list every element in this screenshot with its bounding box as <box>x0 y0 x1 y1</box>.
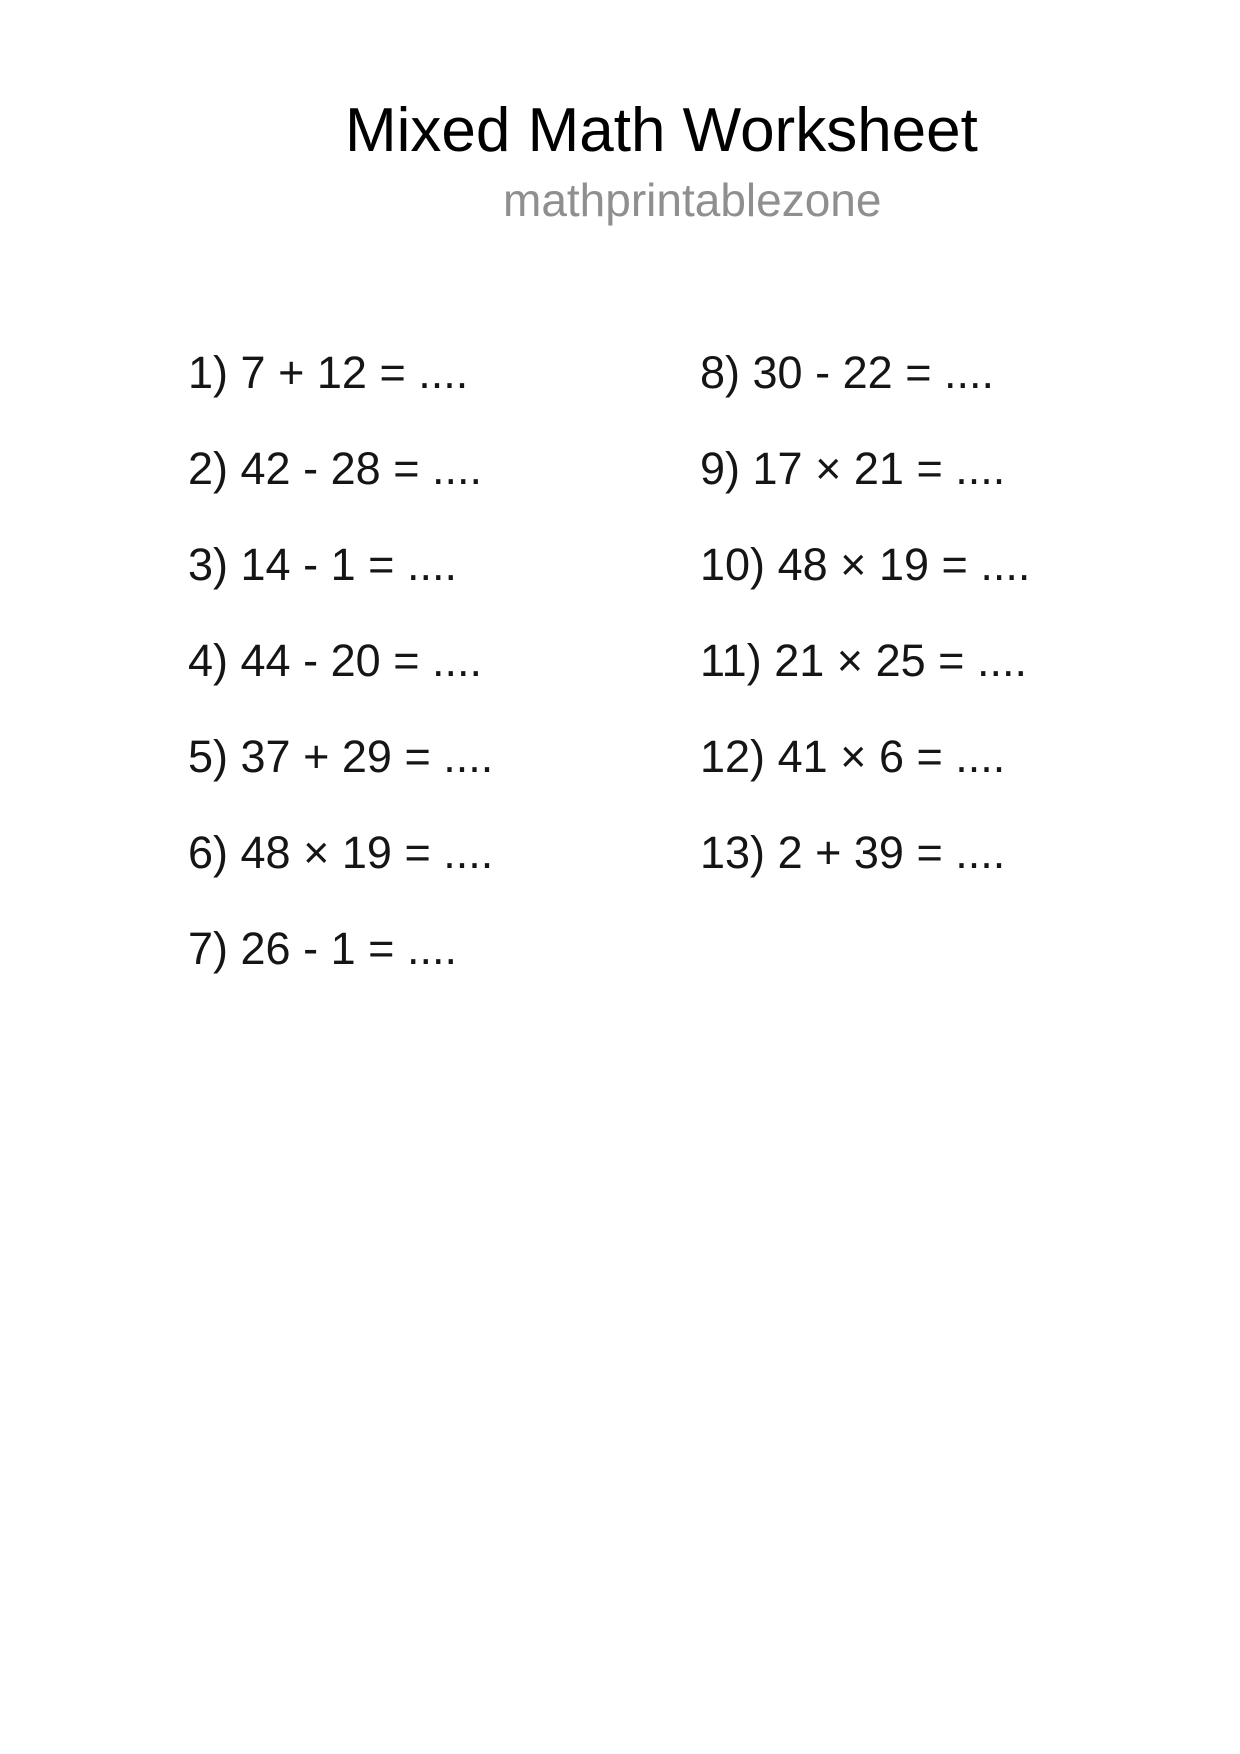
problem-number: 8) <box>700 347 741 398</box>
operand-b: 25 <box>875 635 926 686</box>
equals-sign: = <box>916 443 943 494</box>
operand-a: 7 <box>240 347 266 398</box>
operand-b: 19 <box>341 827 392 878</box>
problem-row <box>188 731 494 782</box>
problem-row <box>700 731 1030 782</box>
answer-blank: .... <box>432 443 483 494</box>
page-title: Mixed Math Worksheet <box>345 96 978 165</box>
problem-number: 6) <box>188 827 229 878</box>
operand-a: 21 <box>774 635 825 686</box>
operator: + <box>815 827 842 878</box>
problem-row <box>188 347 493 398</box>
equals-sign: = <box>404 827 431 878</box>
problems-column-right <box>700 347 1031 926</box>
operand-a: 14 <box>240 539 291 590</box>
operand-b: 39 <box>853 827 904 878</box>
operator: + <box>303 731 330 782</box>
operator: × <box>840 539 867 590</box>
operand-a: 44 <box>240 635 291 686</box>
answer-blank: .... <box>432 635 483 686</box>
problem-number: 2) <box>188 443 229 494</box>
equals-sign: = <box>941 539 968 590</box>
operand-b: 28 <box>330 443 381 494</box>
problem-number: 11) <box>700 635 762 686</box>
operator: × <box>815 443 842 494</box>
operand-a: 17 <box>752 443 803 494</box>
answer-blank: .... <box>976 635 1027 686</box>
equals-sign: = <box>368 539 395 590</box>
operand-b: 1 <box>330 923 356 974</box>
problem-row <box>700 539 1031 590</box>
answer-blank: .... <box>443 827 494 878</box>
operator: × <box>303 827 330 878</box>
problem-number: 5) <box>188 731 229 782</box>
operand-b: 19 <box>878 539 929 590</box>
problem-row <box>188 443 493 494</box>
equals-sign: = <box>916 827 943 878</box>
equals-sign: = <box>393 635 420 686</box>
problem-number: 7) <box>188 923 229 974</box>
answer-blank: .... <box>955 443 1006 494</box>
operand-b: 20 <box>330 635 381 686</box>
answer-blank: .... <box>955 731 1006 782</box>
problems-column-left <box>188 347 494 1022</box>
answer-blank: .... <box>955 827 1006 878</box>
page-subtitle: mathprintablezone <box>503 174 882 226</box>
operator: + <box>278 347 305 398</box>
answer-blank: .... <box>944 347 995 398</box>
answer-blank: .... <box>406 923 457 974</box>
operator: × <box>836 635 864 686</box>
problem-row <box>188 539 493 590</box>
operand-b: 22 <box>842 347 893 398</box>
operator: - <box>303 443 319 494</box>
problem-number: 1) <box>188 347 229 398</box>
problem-number: 3) <box>188 539 229 590</box>
problem-row <box>700 827 1030 878</box>
operand-b: 12 <box>316 347 367 398</box>
problem-number: 13) <box>700 827 766 878</box>
answer-blank: .... <box>418 347 469 398</box>
equals-sign: = <box>404 731 431 782</box>
operator: × <box>840 731 867 782</box>
problem-number: 12) <box>700 731 766 782</box>
equals-sign: = <box>905 347 932 398</box>
operand-a: 37 <box>240 731 291 782</box>
operand-b: 1 <box>330 539 356 590</box>
operand-b: 29 <box>341 731 392 782</box>
problem-row <box>188 923 493 974</box>
operand-a: 48 <box>777 539 828 590</box>
equals-sign: = <box>393 443 420 494</box>
operand-a: 30 <box>752 347 803 398</box>
operand-b: 21 <box>853 443 904 494</box>
operand-a: 41 <box>777 731 828 782</box>
problem-row <box>700 347 1030 398</box>
operator: - <box>303 635 319 686</box>
operand-a: 48 <box>240 827 291 878</box>
problem-number: 10) <box>700 539 766 590</box>
operator: - <box>815 347 831 398</box>
operand-a: 2 <box>777 827 803 878</box>
problem-row <box>188 635 493 686</box>
operand-b: 6 <box>878 731 904 782</box>
equals-sign: = <box>368 923 395 974</box>
operand-a: 42 <box>240 443 291 494</box>
problem-number: 4) <box>188 635 229 686</box>
answer-blank: .... <box>980 539 1031 590</box>
equals-sign: = <box>916 731 943 782</box>
operator: - <box>303 539 319 590</box>
equals-sign: = <box>938 635 965 686</box>
problem-number: 9) <box>700 443 741 494</box>
problem-row <box>700 635 1030 686</box>
equals-sign: = <box>379 347 406 398</box>
answer-blank: .... <box>443 731 494 782</box>
operand-a: 26 <box>240 923 291 974</box>
problem-row <box>188 827 494 878</box>
answer-blank: .... <box>406 539 457 590</box>
operator: - <box>303 923 319 974</box>
problem-row <box>700 443 1030 494</box>
